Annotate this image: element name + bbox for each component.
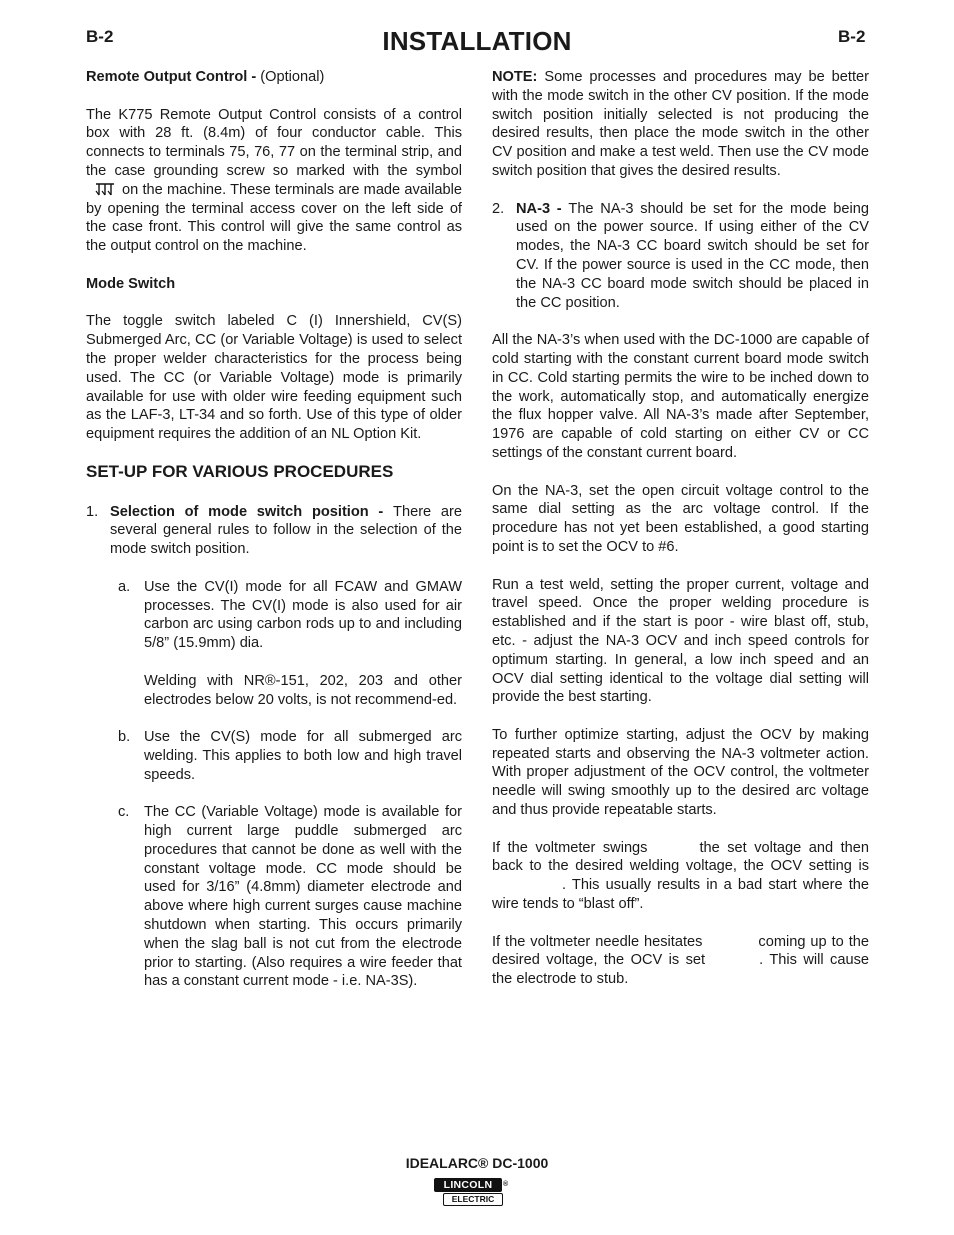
voltmeter-hesitates-paragraph xyxy=(492,933,869,989)
logo-registered-mark: ® xyxy=(503,1181,509,1188)
swings-text-3: . This usually results in a bad start where the wire tends to “blast off”. xyxy=(492,877,869,913)
setup-item-2 xyxy=(492,200,869,313)
swings-text-1: If the voltmeter swings xyxy=(492,839,648,856)
setup-sub-c-body: The CC (Variable Voltage) mode is available for high current large puddle submerged arc procedures that cannot be done as well with the constant voltage mode. CC mode should be used for 3/16” (4.8mm) diameter electrode and above where high current surges cause machine shutdown when starting. This occurs primarily when the slag ball is not cut from the electrode prior to starting. (Also requires a wire feeder that has a constant current mode - i.e. NA-3S). xyxy=(144,804,462,990)
setup-sub-b xyxy=(86,728,462,784)
setup-sub-a-note: Welding with NR®-151, 202, 203 and other electrodes below 20 volts, is not recommend-ed. xyxy=(144,672,462,708)
setup-item-2-title: NA-3 - xyxy=(516,200,569,217)
remote-output-body xyxy=(86,106,462,256)
setup-sub-a xyxy=(86,578,462,653)
remote-output-optional: (Optional) xyxy=(260,69,325,85)
ocv-setting-paragraph: On the NA-3, set the open circuit voltage control to the same dial setting as the arc voltage control. If the procedure has not yet been established, a good starting point is to set the OCV to #6. xyxy=(492,482,869,555)
setup-sub-c-marker: c. xyxy=(118,804,130,821)
setup-sub-a-marker: a. xyxy=(118,578,131,595)
page-number-right: B-2 xyxy=(838,27,866,46)
note-paragraph xyxy=(492,68,869,181)
mode-switch-heading: Mode Switch xyxy=(86,275,176,292)
footer-product-name: IDEALARC® DC-1000 xyxy=(405,1155,549,1171)
setup-sub-c xyxy=(86,803,462,991)
test-weld-paragraph: Run a test weld, setting the proper current, voltage and travel speed. Once the proper welding procedure is established and if the start is poor - wire blast off, stub, etc. - adjust the NA-3 OCV and inch speed controls for optimum starting. In general, a low inch speed and an OCV dial setting identical to the voltage dial setting will provide the best starting. xyxy=(492,576,869,706)
hesitates-text-3: . This will cause the electrode to stub. xyxy=(492,952,870,988)
remote-output-heading xyxy=(86,68,462,87)
remote-output-body-text-cont: on the machine. These terminals are made available by opening the terminal access cover on the left side of the case front. This control will give the same control as the output control on the machine. xyxy=(86,181,462,255)
setup-item-2-marker: 2. xyxy=(492,200,505,217)
logo-top-text: LINCOLN xyxy=(434,1178,502,1192)
remote-output-body-text: The K775 Remote Output Control consists of a control box with 28 ft. (8.4m) of four conductor cable. This connects to terminals 75, 76, 77 on the terminal strip, and the case grounding screw so marked with the symbol xyxy=(86,106,462,179)
left-column xyxy=(86,68,462,1010)
hesitates-text-1: If the voltmeter needle hesitates xyxy=(492,933,703,950)
cold-start-paragraph: All the NA-3’s when used with the DC-1000 are capable of cold starting with the constant current board mode switch in CC. Cold starting permits the wire to be inched down to the work, automatically stop, and automatically energize the flux hopper valve. All NA-3’s made after September, 1976 are capable of cold starting on either CV or CC settings of the constant current board. xyxy=(492,332,869,461)
setup-item-1-title: Selection of mode switch position - xyxy=(110,503,394,520)
mode-switch-body: The toggle switch labeled C (I) Innershield, CV(S) Submerged Arc, CC (or Variable Voltage) is used to select the proper welder characteristics for the process being used. The CC (or Variable Voltage) mode is primarily available for use with older wire feeding equipment such as the LAF-3, LT-34 and so forth. Use of this type of older equipment requires the addition of an NL Option Kit. xyxy=(86,313,462,443)
voltmeter-swings-paragraph xyxy=(492,839,869,914)
setup-sub-a-body: Use the CV(I) mode for all FCAW and GMAW processes. The CV(I) mode is also used for air carbon arc using carbon rods up to and including 5/8” (15.9mm) dia. xyxy=(144,578,462,652)
setup-item-2-body: The NA-3 should be set for the mode being used on the power source. If using either of the CV modes, the NA-3 CC board switch should be set for CV. If the power source is used in the CC mode, then the NA-3 CC board mode switch should be placed in the CC position. xyxy=(516,200,869,311)
remote-output-title: Remote Output Control - xyxy=(86,69,261,85)
optimize-paragraph: To further optimize starting, adjust the OCV by making repeated starts and observing the NA-3 voltmeter action. With proper adjustment of the OCV control, the voltmeter needle will swing smoothly up to the desired arc voltage and thus provide repeatable starts. xyxy=(492,726,869,819)
setup-item-1 xyxy=(86,503,462,559)
note-body: Some processes and procedures may be better with the mode switch in the other CV position. If the mode switch position initially selected is not producing the desired results, then place the mode switch in the other CV position and make a test weld. Then use the CV mode switch position that gives the desired results. xyxy=(492,69,869,179)
page-title: INSTALLATION xyxy=(382,26,572,56)
setup-item-1-marker: 1. xyxy=(86,503,99,520)
setup-item-1-body: There are several general rules to follow in the selection of the mode switch position. xyxy=(110,503,463,558)
swings-text-2: the set voltage and then back to the desired welding voltage, the OCV setting is xyxy=(492,839,869,875)
note-label: NOTE: xyxy=(492,69,538,85)
logo-bottom-text: ELECTRIC xyxy=(443,1193,503,1206)
lincoln-electric-logo xyxy=(434,1178,509,1206)
hesitates-text-2: coming up to the desired voltage, the OCV is set xyxy=(492,933,869,969)
page-number-left: B-2 xyxy=(86,27,114,46)
setup-sub-b-marker: b. xyxy=(118,729,131,746)
setup-sub-b-body: Use the CV(S) mode for all submerged arc welding. This applies to both low and high travel speeds. xyxy=(144,729,462,783)
right-column xyxy=(492,68,869,1008)
chassis-ground-icon xyxy=(94,182,116,196)
setup-heading: SET-UP FOR VARIOUS PROCEDURES xyxy=(86,461,394,481)
